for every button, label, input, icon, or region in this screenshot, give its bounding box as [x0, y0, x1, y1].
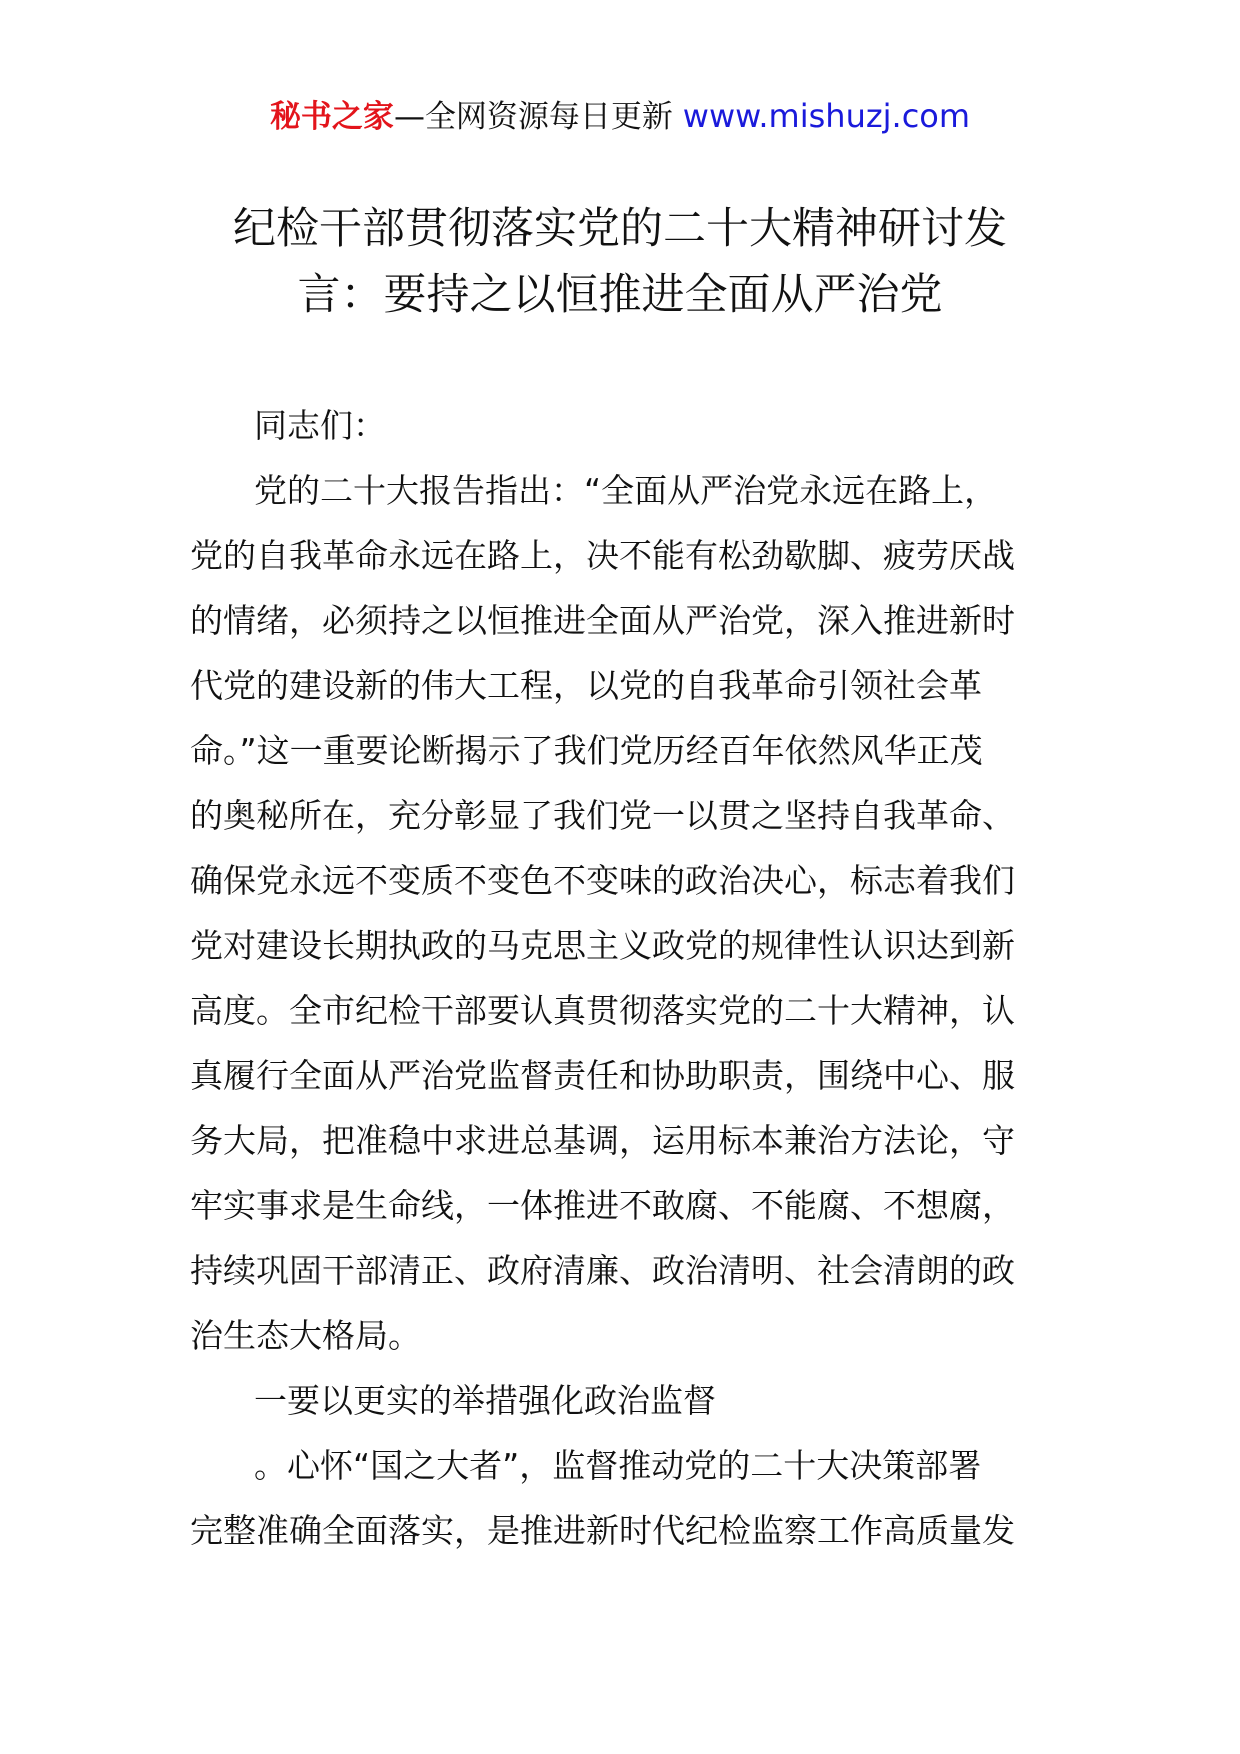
site-banner: [0, 96, 1240, 137]
title-line-1: 纪检干部贯彻落实党的二十大精神研讨发: [233, 204, 1007, 254]
body-line: 的奥秘所在，充分彰显了我们党一以贯之坚持自我革命、: [190, 796, 1015, 835]
body-line: 。心怀“国之大者”，监督推动党的二十大决策部署: [254, 1446, 982, 1485]
body-line: 治生态大格局。: [190, 1316, 421, 1355]
body-line: 务大局，把准稳中求进总基调，运用标本兼治方法论，守: [190, 1121, 1015, 1160]
body-line: 完整准确全面落实，是推进新时代纪检监察工作高质量发: [190, 1511, 1015, 1550]
title-line-2: 言：要持之以恒推进全面从严治党: [297, 270, 943, 320]
section-heading: 一要以更实的举措强化政治监督: [254, 1381, 716, 1420]
body-line: 高度。全市纪检干部要认真贯彻落实党的二十大精神，认: [190, 991, 1015, 1030]
document-title: [150, 196, 1090, 328]
body-line: 的情绪，必须持之以恒推进全面从严治党，深入推进新时: [190, 601, 1015, 640]
brand-name: 秘书之家: [269, 99, 394, 135]
body-line: 确保党永远不变质不变色不变味的政治决心，标志着我们: [190, 861, 1015, 900]
body-line: 代党的建设新的伟大工程，以党的自我革命引领社会革: [190, 666, 982, 705]
document-body: [190, 393, 1070, 1563]
body-line: 党的二十大报告指出：“全面从严治党永远在路上，: [254, 471, 998, 510]
body-line: 命。”这一重要论断揭示了我们党历经百年依然风华正茂: [190, 731, 983, 770]
body-line: 党的自我革命永远在路上，决不能有松劲歇脚、疲劳厌战: [190, 536, 1015, 575]
site-url-link[interactable]: www.mishuzj.com: [682, 97, 971, 135]
salutation: 同志们：: [254, 406, 386, 445]
body-line: 党对建设长期执政的马克思主义政党的规律性认识达到新: [190, 926, 1015, 965]
body-line: 牢实事求是生命线，一体推进不敢腐、不能腐、不想腐，: [190, 1186, 1015, 1225]
brand-slogan: —全网资源每日更新: [393, 99, 683, 135]
body-line: 持续巩固干部清正、政府清廉、政治清明、社会清朗的政: [190, 1251, 1015, 1290]
body-line: 真履行全面从严治党监督责任和协助职责，围绕中心、服: [190, 1056, 1015, 1095]
